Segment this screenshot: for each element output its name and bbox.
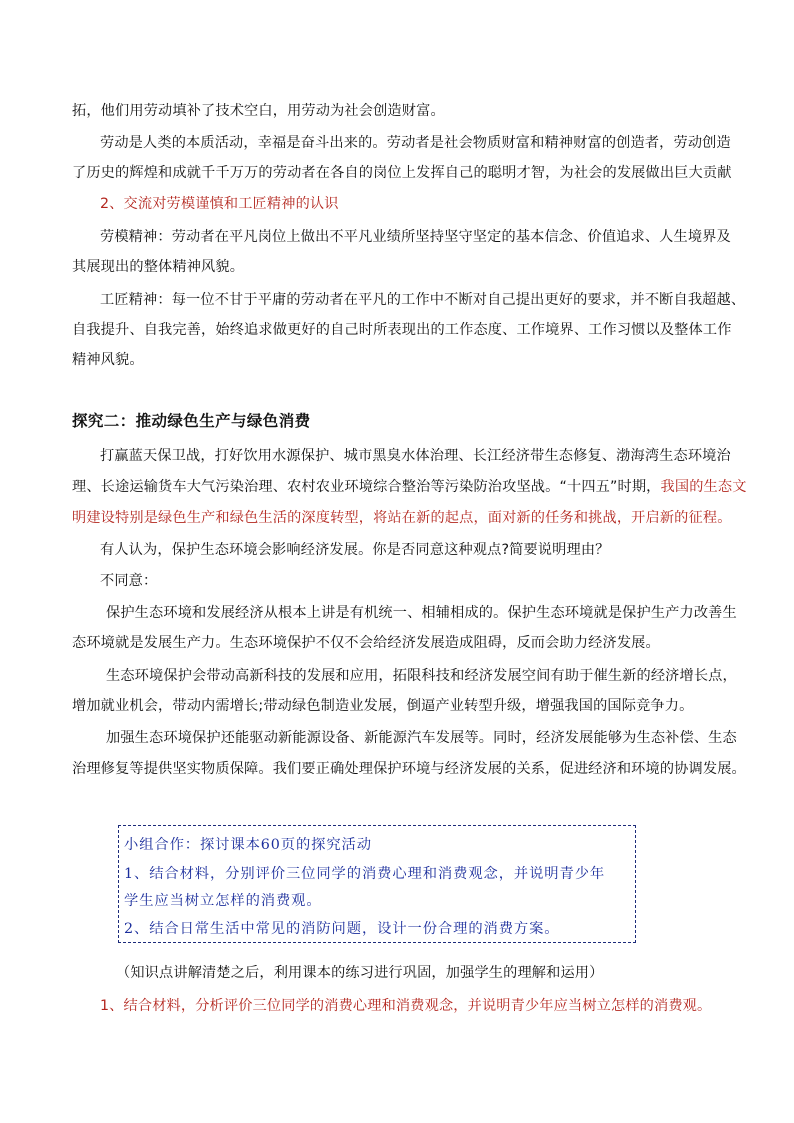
paragraph-line: 精神风貌。: [72, 352, 144, 368]
paragraph-line: 治理修复等提供坚实物质保障。我们要正确处理保护环境与经济发展的关系，促进经济和环境的协调发展。: [72, 761, 746, 777]
paragraph-line: 劳动是人类的本质活动，幸福是奋斗出来的。劳动者是社会物质财富和精神财富的创造者，劳动创造: [100, 135, 731, 151]
paragraph-line: 生态环境保护会带动高新科技的发展和应用，拓限科技和经济发展空间有助于催生新的经济增长点，: [106, 668, 737, 684]
paragraph-line: 加强生态环境保护还能驱动新能源设备、新能源汽车发展等。同时，经济发展能够为生态补偿、生态: [106, 730, 737, 746]
paragraph-line: 拓，他们用劳动填补了技术空白，用劳动为社会创造财富。: [72, 103, 445, 119]
paragraph-line: 自我提升、自我完善，始终追求做更好的自己时所表现出的工作态度、工作境界、工作习惯以及整体工作: [72, 322, 732, 338]
answer-label: 不同意：: [100, 573, 158, 589]
box-title: 小组合作：探讨课本60页的探究活动: [124, 837, 372, 853]
paragraph-line: 劳模精神：劳动者在平凡岗位上做出不平凡业绩所坚持坚守坚定的基本信念、价值追求、人生境界及: [100, 229, 731, 245]
box-item: 2、结合日常生活中常见的消防问题，设计一份合理的消费方案。: [124, 921, 560, 937]
paragraph-line: 保护生态环境和发展经济从根本上讲是有机统一、相辅相成的。保护生态环境就是保护生产力改善生: [106, 605, 737, 621]
box-item: 学生应当树立怎样的消费观。: [124, 893, 322, 909]
highlight-line: 明建设特别是绿色生产和绿色生活的深度转型，将站在新的起点，面对新的任务和挑战，开启新的征程。: [72, 510, 732, 526]
paragraph-line: 增加就业机会，带动内需增长;带动绿色制造业发展，倒逼产业转型升级，增强我国的国际竞争力。: [72, 698, 694, 714]
text-run: 理、长途运输货车大气污染治理、农村农业环境综合整治等污染防治攻坚战。“十四五”时期，: [72, 479, 661, 495]
subheading-exchange: 2、交流对劳模谨慎和工匠精神的认识: [100, 196, 339, 212]
question-line: 有人认为，保护生态环境会影响经济发展。你是否同意这种观点?简要说明理由？: [100, 542, 610, 558]
highlight-run: 我国的生态文: [660, 479, 747, 495]
paragraph-line: 态环境就是发展生产力。生态环境保护不仅不会给经济发展造成阻碍，反而会助力经济发展。: [72, 635, 660, 651]
paragraph-line: [72, 477, 747, 497]
paragraph-line: 了历史的辉煌和成就千千万万的劳动者在各自的岗位上发挥自己的聪明才智，为社会的发展做出巨大贡献: [72, 165, 732, 181]
exercise-question: 1、结合材料，分析评价三位同学的消费心理和消费观念，并说明青少年应当树立怎样的消费观。: [100, 998, 712, 1014]
group-activity-box: [118, 825, 636, 943]
paragraph-line: 其展现出的整体精神风貌。: [72, 259, 245, 275]
section-heading: 探究二：推动绿色生产与绿色消费: [72, 412, 311, 430]
paragraph-line: 工匠精神：每一位不甘于平庸的劳动者在平凡的工作中不断对自己提出更好的要求，并不断自我超越、: [100, 292, 746, 308]
teaching-note: （知识点讲解清楚之后，利用课本的练习进行巩固，加强学生的理解和运用）: [116, 965, 604, 981]
box-item: 1、结合材料，分别评价三位同学的消费心理和消费观念，并说明青少年: [124, 866, 606, 882]
paragraph-line: 打赢蓝天保卫战，打好饮用水源保护、城市黑臭水体治理、长江经济带生态修复、渤海湾生态环境治: [100, 448, 731, 464]
